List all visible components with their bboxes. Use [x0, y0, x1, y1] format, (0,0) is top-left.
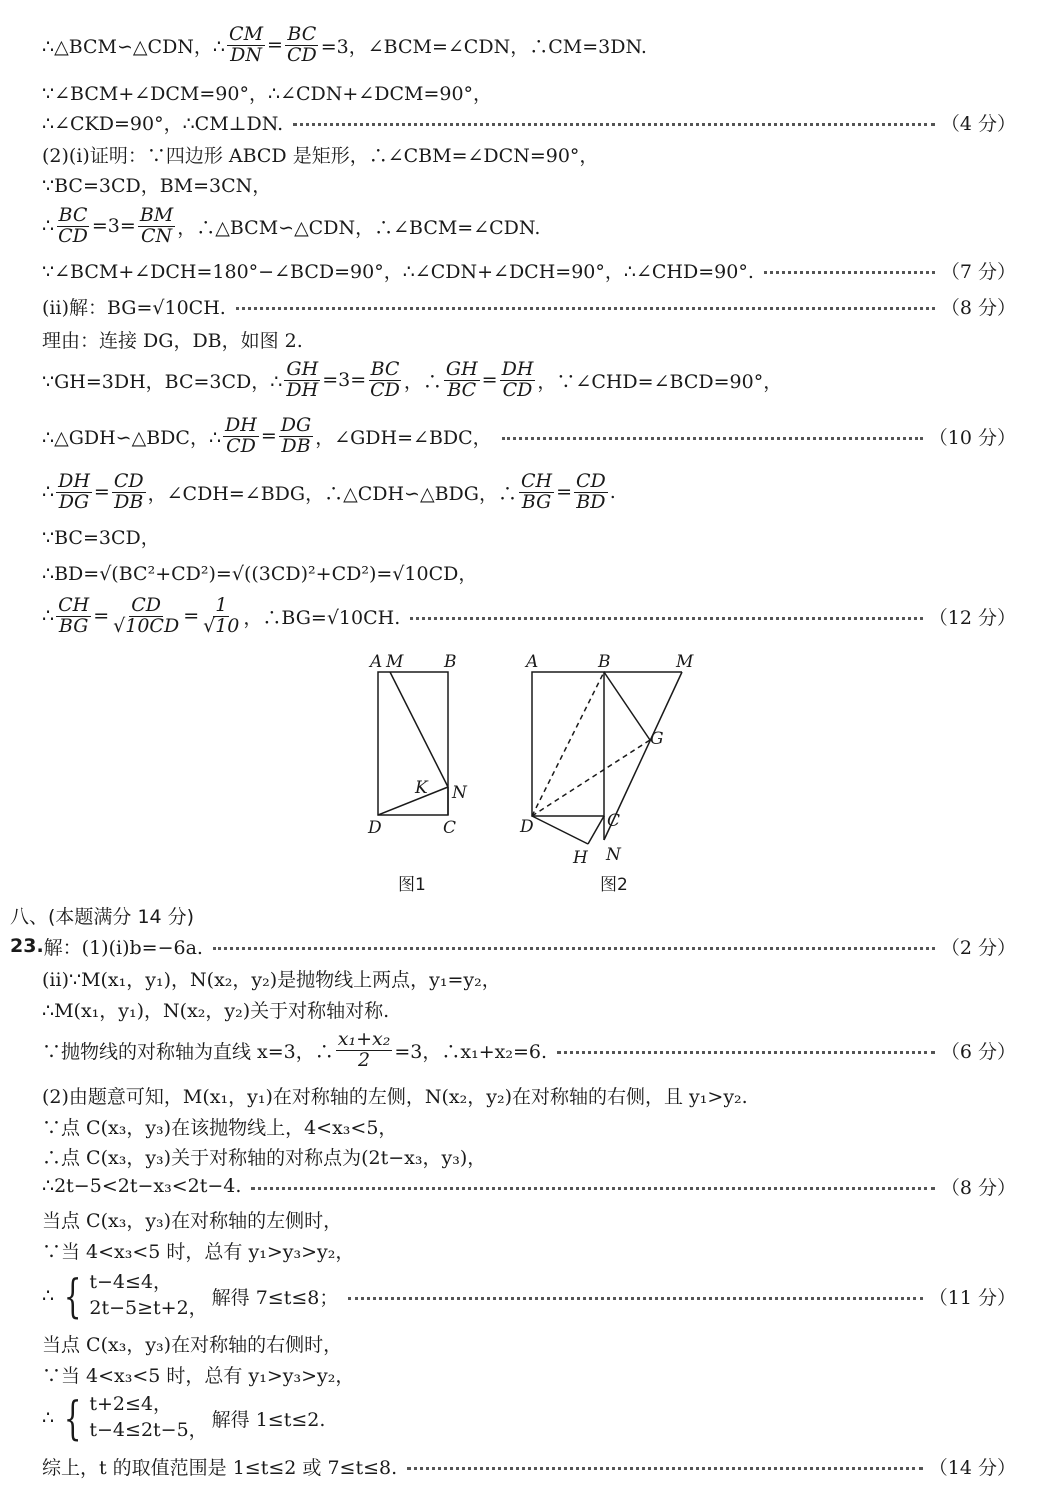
figure-1 [378, 672, 448, 815]
score: （4 分） [940, 112, 1016, 135]
solution-line: ∴BD=√(BC²+CD²)=√((3CD)²+CD²)=√10CD， [42, 562, 478, 585]
solution-line: ∴ $\frac{DH}{DG}$ = $\frac{CD}{DB}$ ，∠CDH=∠BDG，∴△CDH∽△BDG，∴ $\frac{CH}{BG}$ = $\frac{CD}{BD}$ . [42, 469, 616, 513]
fraction: $\frac{CD}{DB}$ [113, 469, 144, 513]
fraction: $\frac{DH}{CD}$ [501, 357, 534, 401]
solution-line: 综上，t 的取值范围是 1≤t≤2 或 7≤t≤8. （14 分） [42, 1452, 1016, 1480]
solution-line: ∴ $\frac{BC}{CD}$ =3= $\frac{BM}{CN}$ ，∴△BCM∽△CDN，∴∠BCM=∠CDN. [42, 203, 541, 247]
fraction: $\frac{BC}{CD}$ [370, 357, 400, 401]
label-d: D [520, 817, 534, 837]
figure-2-caption: 图2 [600, 875, 628, 895]
fraction: $\frac{GH}{BC}$ [445, 357, 478, 401]
solution-line: 23. 解：(1)(i)b=−6a. （2 分） [10, 932, 1016, 960]
solution-line: ∴∠CKD=90°，∴CM⊥DN. （4 分） [42, 108, 1016, 136]
solution-line: ∵GH=3DH，BC=3CD，∴ $\frac{GH}{DH}$ =3= $\frac{BC}{CD}$ ，∴ $\frac{GH}{BC}$ = $\frac{DH}{CD}$ ，∵∠CHD=∠BCD=90°， [42, 357, 783, 401]
figure-1-labels [367, 652, 468, 838]
solution-line: ∴2t−5<2t−x₃<2t−4. （8 分） [42, 1172, 1016, 1200]
label-m: M [676, 652, 694, 672]
fraction: $\frac{BM}{CN}$ [139, 203, 174, 247]
solution-line: 理由：连接 DG，DB，如图 2. [42, 329, 303, 352]
solution-line: ∵BC=3CD， [42, 526, 160, 549]
label-g: G [650, 729, 664, 749]
label-c: C [607, 811, 621, 831]
label-a: A [370, 652, 383, 672]
geometry-figures [360, 650, 720, 900]
score: （14 分） [928, 1456, 1016, 1479]
solution-line: ∵当 4<x₃<5 时，总有 y₁>y₃>y₂， [42, 1364, 355, 1387]
solution-line: ∵点 C(x₃，y₃)在该抛物线上，4<x₃<5， [42, 1116, 398, 1139]
text: ∴△BCM∽△CDN，∴ [42, 35, 226, 58]
fraction: $\frac{DG}{DB}$ [280, 413, 312, 457]
score: （10 分） [928, 426, 1016, 449]
score: （8 分） [940, 296, 1016, 319]
fraction: $\frac{CH}{BG}$ [520, 469, 553, 513]
solution-line: (2)(ⅰ)证明：∵四边形 ABCD 是矩形，∴∠CBM=∠DCN=90°， [42, 144, 599, 167]
segment-bg [604, 672, 650, 740]
fraction: $\frac{1}{√10}$ [203, 593, 240, 637]
solution-line: ∵BC=3CD，BM=3CN， [42, 174, 272, 197]
solution-line: ∴△BCM∽△CDN，∴ $\frac{CM}{DN}$ = $\frac{BC}{CD}$ =3，∠BCM=∠CDN，∴CM=3DN. [42, 22, 647, 66]
solution-line: (ii)∵M(x₁，y₁)，N(x₂，y₂)是抛物线上两点，y₁=y₂， [42, 968, 501, 991]
fraction: $\frac{GH}{DH}$ [286, 357, 319, 401]
solution-line: ∵抛物线的对称轴为直线 x=3，∴ $\frac{\text{x₁+x₂}}{2}$ =3，∴x₁+x₂=6. （6 分） [42, 1027, 1016, 1071]
segment-dn [378, 787, 448, 815]
solution-line: ∴ { t+2≤4， t−4≤2t−5， 解得 1≤t≤2. [42, 1391, 326, 1445]
segment-dh [532, 816, 588, 844]
dot-leader [293, 123, 935, 126]
rectangle-abcd [378, 672, 448, 815]
solution-line: (2)由题意可知，M(x₁，y₁)在对称轴的左侧，N(x₂，y₂)在对称轴的右侧，且 y₁>y₂. [42, 1085, 748, 1108]
fraction: $\frac{DH}{CD}$ [225, 413, 257, 457]
solution-line: ∴ $\frac{CH}{BG}$ = $\frac{CD}{√10CD}$ = $\frac{1}{√10}$ ，∴BG=√10CH. （12 分） [42, 593, 1016, 637]
score: （7 分） [940, 260, 1016, 283]
score: （11 分） [928, 1286, 1016, 1309]
fraction: $\frac{CD}{BD}$ [575, 469, 606, 513]
solution-line: (ⅱ)解：BG=√10CH. （8 分） [42, 292, 1016, 320]
solution-line: ∵当 4<x₃<5 时，总有 y₁>y₃>y₂， [42, 1240, 355, 1263]
segment-ch [588, 816, 604, 844]
label-b: B [444, 652, 457, 672]
equation-system: { t+2≤4， t−4≤2t−5， [63, 1391, 208, 1445]
score: （6 分） [940, 1040, 1016, 1063]
fraction: $\frac{\text{x₁+x₂}}{2}$ [337, 1027, 391, 1071]
solution-line: 当点 C(x₃，y₃)在对称轴的右侧时， [42, 1333, 343, 1356]
solution-line: ∵∠BCM+∠DCH=180°−∠BCD=90°，∴∠CDN+∠DCH=90°，∴∠CHD=90°. （7 分） [42, 256, 1016, 284]
segment-cm [390, 672, 448, 787]
fraction: $\frac{CH}{BG}$ [58, 593, 90, 637]
label-a: A [526, 652, 539, 672]
score: （12 分） [928, 606, 1016, 629]
solution-line: 当点 C(x₃，y₃)在对称轴的左侧时， [42, 1209, 343, 1232]
score: （8 分） [940, 1176, 1016, 1199]
label-n: N [606, 845, 621, 865]
figure-svg [360, 650, 720, 900]
question-number: 23. [10, 935, 44, 957]
solution-line: ∵∠BCM+∠DCM=90°，∴∠CDN+∠DCM=90°， [42, 82, 493, 105]
segment-db-dashed [532, 672, 604, 816]
label-m: M [386, 652, 404, 672]
label-d: D [368, 818, 382, 838]
fraction: $\frac{CD}{√10CD}$ [113, 593, 180, 637]
fraction: $\frac{BC}{CD}$ [58, 203, 88, 247]
solution-line: ∴M(x₁，y₁)，N(x₂，y₂)关于对称轴对称. [42, 999, 390, 1022]
label-k: K [415, 778, 428, 798]
solution-line: ∴△GDH∽△BDC，∴ $\frac{DH}{CD}$ = $\frac{DG}{DB}$ ，∠GDH=∠BDC， （10 分） [42, 413, 1016, 457]
label-c: C [443, 818, 457, 838]
label-n: N [452, 783, 467, 803]
figure-1-caption: 图1 [398, 875, 426, 895]
label-b: B [598, 652, 611, 672]
solution-line: ∴ { t−4≤4， 2t−5≥t+2， 解得 7≤t≤8； （11 分） [42, 1269, 1016, 1323]
label-h: H [573, 848, 588, 868]
fraction: $\frac{DH}{DG}$ [58, 469, 90, 513]
fraction: $\frac{BC}{CD}$ [286, 22, 317, 66]
fraction: $\frac{CM}{DN}$ [229, 22, 264, 66]
solution-line: ∴点 C(x₃，y₃)关于对称轴的对称点为(2t−x₃，y₃)， [42, 1146, 487, 1169]
equation-system: { t−4≤4， 2t−5≥t+2， [63, 1269, 208, 1323]
score: （2 分） [940, 936, 1016, 959]
section-heading: 八、(本题满分 14 分) [10, 905, 195, 928]
